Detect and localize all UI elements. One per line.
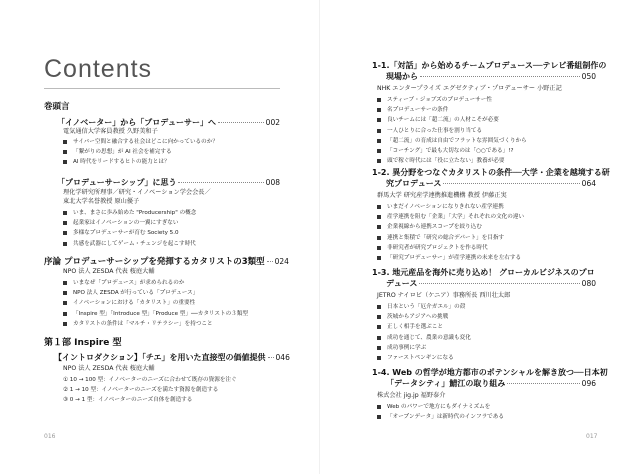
- page-number: 064: [581, 179, 596, 188]
- entry-title: 「プロデューサーシップ」に思う: [57, 178, 177, 187]
- list-item: いまなぜ「プロデュース」が求められるのか: [63, 278, 248, 288]
- list-item: 頭で稼ぐ時代には「役に立たない」教養が必要: [377, 156, 527, 166]
- list-item: AI 時代をリードするヒトの能力とは？: [63, 157, 218, 167]
- list-item: 非研究者が研究プロジェクトを作る時代: [377, 243, 524, 253]
- page-folio: 016: [44, 433, 56, 440]
- list-item: 企業視線から連携スコープを絞り込む: [377, 222, 524, 232]
- leader-dots: [178, 182, 263, 183]
- list-item: 共感を武器にしてゲーム・チェンジを起こす時代: [63, 239, 196, 249]
- list-item: 正しく相手を選ぶこと: [377, 322, 471, 332]
- list-item: 起業家はイノベーションの一翼にすぎない: [63, 218, 196, 228]
- author: 理化学研究所理事／研究・イノベーション学会会長／: [63, 189, 211, 196]
- entry-title: 「イノベーター」から「プロデューサー」へ: [57, 118, 216, 127]
- page-number: 024: [274, 257, 289, 266]
- author: NHK エンタープライズ エグゼクティブ・プロデューサー 小野正記: [377, 85, 562, 92]
- toc-entry[interactable]: [44, 255, 289, 267]
- list-item: 多様なプロデューサーが育む Society 5.0: [63, 228, 196, 238]
- bullet-list: [63, 278, 248, 329]
- page-number: 080: [581, 279, 596, 288]
- list-item: サイバー空間と融合する社会はどこに向かっているのか？: [63, 137, 218, 147]
- page-number: 002: [265, 118, 280, 127]
- list-item: ③ 0 → 1 型：イノベーターのニーズ自体を創造する: [63, 397, 193, 404]
- list-item: 「研究プロデューサー」が産学連携の未来を左右する: [377, 253, 524, 263]
- section-label: 序論 プロデューサーシップを発揮するカタリストの3類型: [44, 257, 265, 267]
- leader-dots: [443, 183, 579, 184]
- bullet-list: [377, 202, 524, 263]
- leader-dots: [218, 122, 264, 123]
- list-item: 日本という「厄介ガエル」の殻: [377, 302, 471, 312]
- toc-entry[interactable]: [57, 177, 280, 188]
- contents-heading: Contents: [44, 55, 153, 83]
- page-number: 050: [581, 72, 596, 81]
- toc-entry[interactable]: [386, 178, 596, 189]
- leader-dots: [419, 283, 579, 284]
- leader-dots: [268, 357, 274, 358]
- list-item: NPO 法人 ZESDA が行っている「プロデュース」: [63, 288, 248, 298]
- bullet-list: [63, 137, 218, 168]
- list-item: いま、まさに歩み始めた "Producership" の概念: [63, 208, 196, 218]
- author: 東北大学名誉教授 原山優子: [63, 198, 140, 205]
- author: 群馬大学 研究産学連携推進機構 教授 伊藤正実: [377, 192, 507, 199]
- page-number: 008: [265, 178, 280, 187]
- list-item: いまだイノベーションになりきれない産学連携: [377, 202, 524, 212]
- list-item: カタリストの条件は「マルチ・リテラシー」を持つこと: [63, 319, 248, 329]
- author: 電気通信大学客員教授 久野美和子: [63, 128, 158, 135]
- list-item: 「繋がりの思想」が AI 社会を補完する: [63, 147, 218, 157]
- list-item: 「超二流」の育成は自由でフラットな雰囲気づくりから: [377, 136, 527, 146]
- toc-entry[interactable]: [54, 352, 290, 363]
- entry-title[interactable]: 1-4. Web の哲学が地方都市のポテンシャルを解き放つ──日本初: [372, 368, 608, 377]
- page-number: 096: [581, 379, 596, 388]
- bullet-list: [377, 95, 527, 166]
- leader-dots: [420, 76, 580, 77]
- list-item: 「オープンデータ」は新時代のインフラである: [377, 412, 504, 422]
- entry-title[interactable]: 1-2. 異分野をつなぐカタリストの条件──大学・企業を越境する研: [372, 168, 610, 177]
- list-item: 産学連携を阻む「企業」「大学」それぞれの文化の違い: [377, 212, 524, 222]
- numbered-list: [63, 375, 237, 406]
- toc-entry[interactable]: [386, 278, 596, 289]
- list-item: ファーストペンギンになる: [377, 353, 471, 363]
- author: 株式会社 jig.jp 福野泰介: [377, 392, 446, 399]
- entry-title: 【イントロダクション】「チエ」を用いた直接型の価値提供: [54, 353, 266, 362]
- list-item: ② 1 → 10 型：イノベーターのニーズを満たす資源を創造する: [63, 387, 219, 394]
- leader-dots: [267, 261, 273, 262]
- list-item: 「Inspire 型」「Introduce 型」「Produce 型」──カタリストの３類型: [63, 309, 248, 319]
- right-page: [320, 0, 640, 474]
- section-label: 巻頭言: [44, 102, 70, 112]
- list-item: 「コーチング」で最も大切なのは「○○である」!?: [377, 146, 527, 156]
- heading-rule: [44, 88, 280, 89]
- bullet-list: [63, 208, 196, 249]
- list-item: 茨城からアジアへの挑戦: [377, 312, 471, 322]
- leader-dots: [507, 383, 579, 384]
- author: NPO 法人 ZESDA 代表 桜庭大輔: [63, 365, 155, 372]
- bullet-list: [377, 302, 471, 363]
- list-item: ① 10 → 100 型：イノベーターのニーズに合わせて既存の資源を注ぐ: [63, 377, 237, 383]
- entry-title-cont: 「データシティ」鯖江の取り組み: [386, 379, 506, 388]
- entry-title[interactable]: 1-3. 地元産品を海外に売り込め！ グローカルビジネスのプロ: [372, 268, 595, 277]
- toc-entry[interactable]: [386, 71, 596, 82]
- entry-title[interactable]: 1-1.「対話」から始めるチームプロデュース──テレビ番組制作の: [372, 61, 607, 70]
- list-item: Web のパワーで地方にもダイナミズムを: [377, 402, 504, 412]
- list-item: 成功を通じて、農業の意識も変化: [377, 333, 471, 343]
- list-item: 良いチームには「超二流」の人材こそが必要: [377, 115, 527, 125]
- author: JETRO ナイロビ（ケニア）事務所長 西川壮太郎: [377, 292, 511, 299]
- list-item: 連携と集積で「研究の総合デパート」を目指す: [377, 233, 524, 243]
- list-item: スティーブ・ジョブズのプロデューサー性: [377, 95, 527, 105]
- page-number: 046: [275, 353, 290, 362]
- page-folio: 017: [586, 433, 598, 440]
- entry-title-cont: デュース: [386, 279, 418, 288]
- entry-title-cont: 究プロデュース: [386, 179, 442, 188]
- bullet-list: [377, 402, 504, 422]
- list-item: イノベーションにおける「カタリスト」の重要性: [63, 298, 248, 308]
- section-label: 第１部 Inspire 型: [44, 338, 122, 348]
- list-item: 名プロデューサーの条件: [377, 105, 527, 115]
- entry-title-cont: 現場から: [386, 72, 418, 81]
- toc-entry[interactable]: [386, 378, 596, 389]
- list-item: 成功事例に学ぶ: [377, 343, 471, 353]
- list-item: 一人ひとりに合った仕事を割り当てる: [377, 126, 527, 136]
- author: NPO 法人 ZESDA 代表 桜庭大輔: [63, 268, 155, 275]
